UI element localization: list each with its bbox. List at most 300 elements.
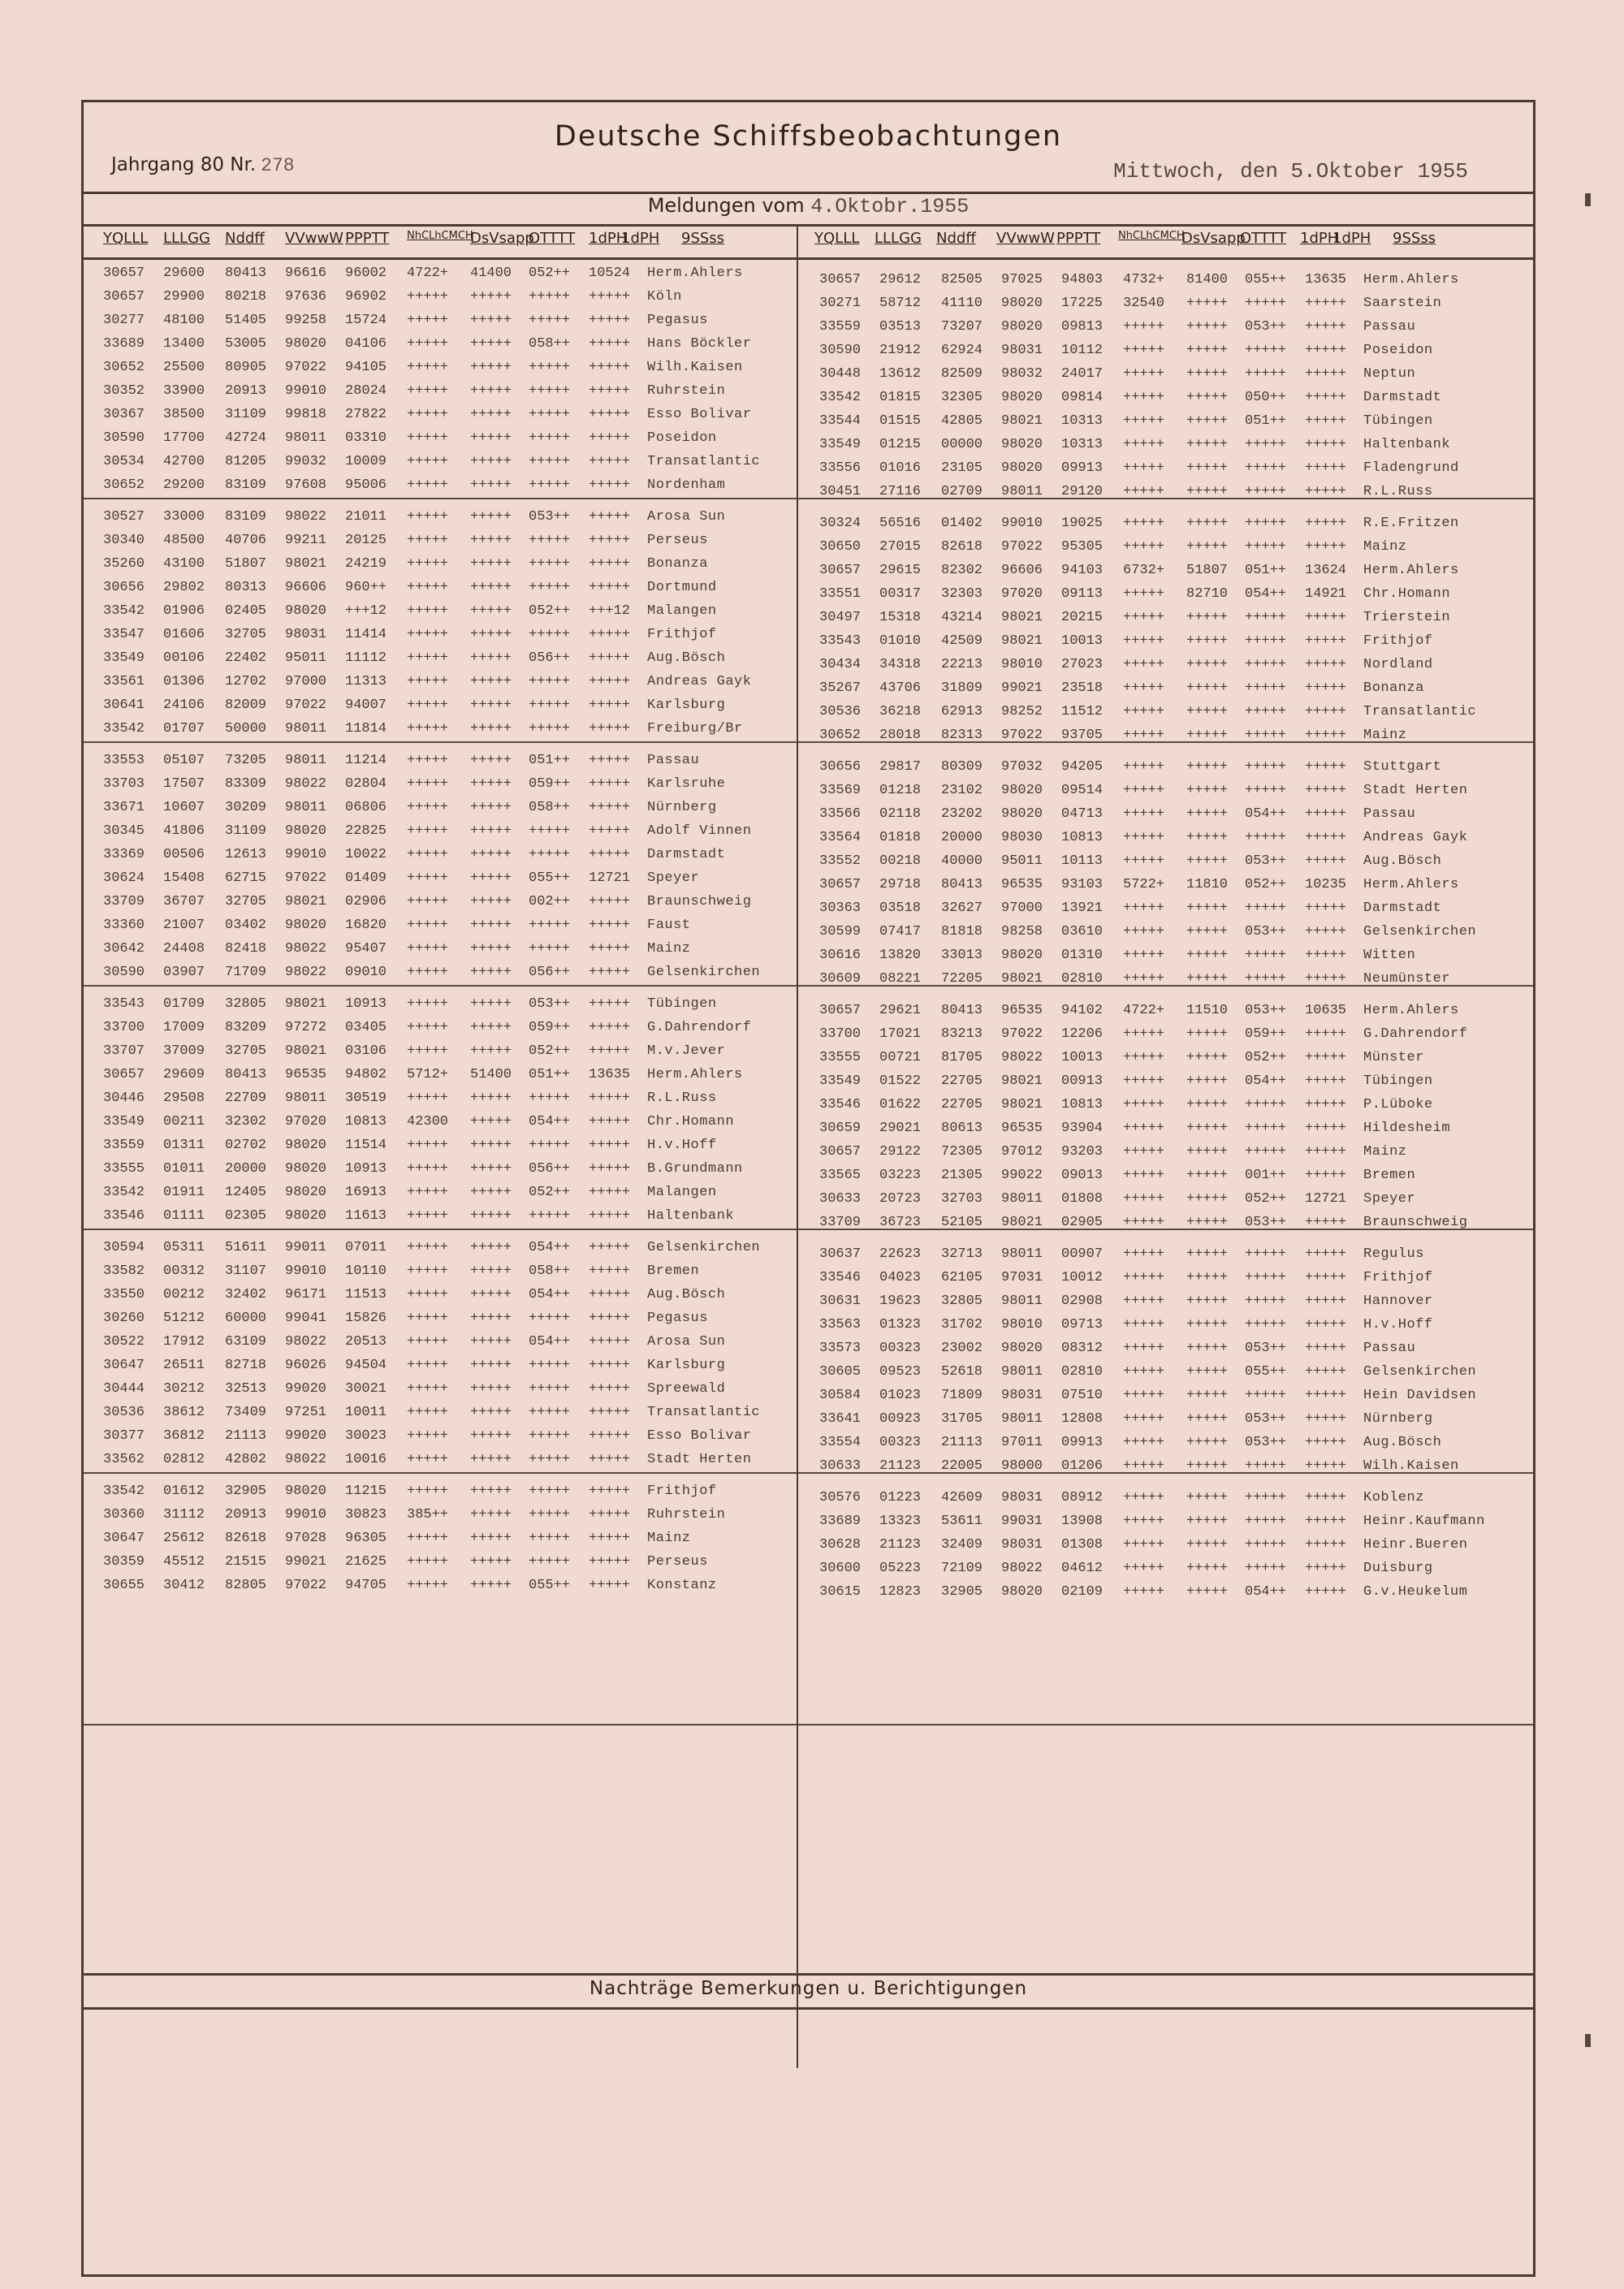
observation-group: +++++	[1186, 1050, 1229, 1065]
ship-name: Arosa Sun	[647, 1334, 726, 1350]
observation-group: 33564	[819, 830, 862, 845]
observation-group: 01310	[1061, 948, 1104, 963]
observation-group: +++++	[407, 556, 449, 572]
ship-name: Koblenz	[1363, 1490, 1424, 1505]
observation-group: 19025	[1061, 516, 1104, 531]
table-row	[800, 1337, 1514, 1360]
observation-group: 96535	[1001, 1121, 1043, 1136]
observation-group: +++++	[470, 1428, 512, 1444]
observation-group: 33689	[819, 1514, 862, 1529]
ship-name: Nürnberg	[1363, 1411, 1433, 1427]
observation-group: 30536	[103, 1405, 145, 1420]
observation-group: 33000	[163, 509, 205, 525]
observation-group: +++++	[589, 407, 631, 422]
observation-group: 99258	[285, 313, 327, 328]
observation-group: 29120	[1061, 484, 1104, 499]
table-row	[84, 1237, 798, 1259]
observation-group: +++++	[1245, 704, 1287, 719]
observation-group: +++++	[1186, 1490, 1229, 1505]
observation-group: 08912	[1061, 1490, 1104, 1505]
observation-group: +++++	[470, 336, 512, 352]
observation-group: +++++	[1123, 1317, 1165, 1332]
observation-group: +++++	[1123, 924, 1165, 939]
observation-group: 09523	[879, 1364, 922, 1380]
observation-group: 09814	[1061, 390, 1104, 405]
observation-group: 24408	[163, 941, 205, 957]
ship-name: Herm.Ahlers	[1363, 563, 1459, 578]
observation-group: 053++	[1245, 1341, 1287, 1356]
observation-group: 98020	[1001, 1584, 1043, 1600]
column-header: DsVsapp	[470, 230, 534, 247]
table-row	[84, 356, 798, 379]
issue-label	[111, 154, 295, 176]
observation-group: +++++	[407, 1405, 449, 1420]
ship-name: Faust	[647, 918, 691, 933]
observation-group: 71709	[225, 965, 267, 980]
ship-name: Pegasus	[647, 1311, 708, 1326]
observation-group: +++++	[1305, 1168, 1347, 1183]
observation-group: 30609	[819, 971, 862, 987]
observation-group: 30650	[819, 539, 862, 555]
table-row	[800, 583, 1514, 606]
observation-group: +++++	[1305, 1561, 1347, 1576]
table-row	[800, 292, 1514, 315]
observation-group: 00211	[163, 1114, 205, 1129]
observation-group: 96535	[1001, 1003, 1043, 1018]
observation-group: 02812	[163, 1452, 205, 1467]
observation-group: 98020	[1001, 1341, 1043, 1356]
reports-date: 4.Oktobr.1955	[810, 195, 970, 218]
observation-group: +++++	[407, 941, 449, 957]
observation-group: 41400	[470, 266, 512, 281]
observation-group: +++++	[1186, 1144, 1229, 1160]
observation-group: +++++	[1245, 948, 1287, 963]
observation-group: 21113	[225, 1428, 267, 1444]
observation-group: 80905	[225, 360, 267, 375]
observation-group: 82718	[225, 1358, 267, 1373]
observation-group: +++++	[1186, 539, 1229, 555]
observation-group: +++++	[1186, 1026, 1229, 1042]
observation-group: 72109	[941, 1561, 983, 1576]
observation-group: +++++	[407, 1358, 449, 1373]
observation-group: 80413	[225, 266, 267, 281]
observation-group: 10635	[1305, 1003, 1347, 1018]
table-row	[800, 1455, 1514, 1478]
table-row	[84, 1040, 798, 1063]
table-row	[800, 1290, 1514, 1313]
observation-group: +++++	[589, 918, 631, 933]
table-row	[800, 874, 1514, 896]
observation-group: 23002	[941, 1341, 983, 1356]
observation-group: 30519	[345, 1091, 387, 1106]
observation-group: 28018	[879, 728, 922, 743]
observation-group: +++++	[529, 627, 571, 642]
observation-group: 01709	[163, 996, 205, 1012]
observation-group: +++++	[470, 1405, 512, 1420]
observation-group: +++++	[589, 627, 631, 642]
observation-group: 97025	[1001, 272, 1043, 287]
observation-group: +++++	[529, 1484, 571, 1499]
observation-group: 24219	[345, 556, 387, 572]
observation-group: 00913	[1061, 1073, 1104, 1089]
observation-group: 29802	[163, 580, 205, 595]
observation-group: +++++	[1186, 296, 1229, 311]
observation-group: +++++	[1123, 1144, 1165, 1160]
observation-group: 5712+	[407, 1067, 449, 1082]
observation-group: 22705	[941, 1097, 983, 1112]
table-row	[84, 1354, 798, 1377]
observation-group: 21123	[879, 1458, 922, 1474]
observation-group: 01308	[1061, 1537, 1104, 1553]
observation-group: 17009	[163, 1020, 205, 1035]
observation-group: 33542	[103, 1185, 145, 1200]
observation-group: 22623	[879, 1246, 922, 1262]
table-row	[800, 803, 1514, 826]
observation-group: +++++	[1305, 900, 1347, 916]
observation-group: +++++	[1186, 1097, 1229, 1112]
observation-group: 95011	[1001, 853, 1043, 869]
reports-label: Meldungen vom	[647, 194, 805, 217]
observation-group: 01815	[879, 390, 922, 405]
observation-group: 21113	[941, 1435, 983, 1450]
table-row	[84, 529, 798, 552]
observation-group: 80218	[225, 289, 267, 304]
observation-group: 31109	[225, 407, 267, 422]
ship-name: Konstanz	[647, 1578, 717, 1593]
observation-group: 29612	[879, 272, 922, 287]
observation-group: +++++	[1305, 413, 1347, 429]
observation-group: 22825	[345, 823, 387, 839]
observation-group: +++++	[470, 996, 512, 1012]
observation-group: 98022	[1001, 1050, 1043, 1065]
table-row	[800, 724, 1514, 747]
observation-group: +++++	[407, 454, 449, 469]
observation-group: 056++	[529, 1161, 571, 1177]
observation-group: 052++	[529, 266, 571, 281]
observation-group: 30434	[819, 657, 862, 672]
observation-group: +++++	[529, 847, 571, 862]
observation-group: 6732+	[1123, 563, 1165, 578]
observation-group: 30657	[819, 877, 862, 892]
observation-group: +++++	[1305, 1435, 1347, 1450]
observation-group: 4732+	[1123, 272, 1165, 287]
observation-group: +++++	[1305, 1073, 1347, 1089]
observation-group: 11810	[1186, 877, 1229, 892]
observation-group: 99010	[285, 847, 327, 862]
observation-group: +++++	[529, 360, 571, 375]
observation-group: +++++	[1186, 1246, 1229, 1262]
observation-group: +++++	[407, 1578, 449, 1593]
observation-group: 98011	[1001, 1411, 1043, 1427]
observation-group: 35260	[103, 556, 145, 572]
observation-group: 09113	[1061, 586, 1104, 602]
observation-group: +++++	[1123, 633, 1165, 649]
observation-group: 29122	[879, 1144, 922, 1160]
observation-group: 42509	[941, 633, 983, 649]
observation-group: +++++	[1305, 1050, 1347, 1065]
observation-group: +++++	[1305, 1026, 1347, 1042]
remarks-heading: Nachträge Bemerkungen u. Berichtigungen	[589, 1978, 1028, 1999]
observation-group: 30527	[103, 509, 145, 525]
table-row	[800, 457, 1514, 480]
observation-group: 30359	[103, 1554, 145, 1570]
ship-name: Malangen	[647, 603, 717, 619]
observation-group: +++++	[1245, 1246, 1287, 1262]
observation-group: 98020	[1001, 783, 1043, 798]
observation-group: +++++	[470, 1531, 512, 1546]
table-row	[84, 262, 798, 285]
observation-group: +++++	[470, 289, 512, 304]
observation-group: 053++	[1245, 1411, 1287, 1427]
observation-group: +++++	[1123, 1514, 1165, 1529]
observation-group: +++++	[1305, 1584, 1347, 1600]
observation-group: +++++	[589, 1043, 631, 1059]
table-row	[84, 1527, 798, 1550]
observation-group: 98021	[1001, 1097, 1043, 1112]
ship-name: Nürnberg	[647, 800, 717, 815]
observation-group: 09813	[1061, 319, 1104, 335]
observation-group: 60000	[225, 1311, 267, 1326]
observation-group: 98011	[285, 1091, 327, 1106]
observation-group: +++++	[1123, 1561, 1165, 1576]
observation-group: +++++	[589, 1020, 631, 1035]
observation-group: +++++	[1186, 1537, 1229, 1553]
observation-group: 12808	[1061, 1411, 1104, 1427]
ship-name: Hannover	[1363, 1294, 1433, 1309]
observation-group: +++++	[407, 847, 449, 862]
observation-group: 04612	[1061, 1561, 1104, 1576]
observation-group: +++++	[589, 360, 631, 375]
observation-group: +++++	[589, 556, 631, 572]
observation-group: 30377	[103, 1428, 145, 1444]
observation-group: 98020	[285, 336, 327, 352]
observation-group: +++++	[1123, 319, 1165, 335]
observation-group: 02702	[225, 1138, 267, 1153]
observation-group: +++++	[407, 800, 449, 815]
table-row	[800, 481, 1514, 503]
observation-group: 02810	[1061, 1364, 1104, 1380]
observation-group: 04106	[345, 336, 387, 352]
column-header: 1dPH	[1332, 230, 1371, 247]
observation-group: 99010	[285, 383, 327, 399]
observation-group: +++++	[470, 1554, 512, 1570]
observation-group: +++++	[1305, 1537, 1347, 1553]
observation-group: 32302	[225, 1114, 267, 1129]
observation-group: +++++	[1186, 704, 1229, 719]
observation-group: 00506	[163, 847, 205, 862]
observation-group: 98011	[285, 430, 327, 446]
observation-group: 11215	[345, 1484, 387, 1499]
observation-group: 42700	[163, 454, 205, 469]
ship-name: Gelsenkirchen	[1363, 1364, 1477, 1380]
block-separator	[84, 1724, 1533, 1725]
observation-group: +++++	[407, 776, 449, 792]
observation-group: +++++	[470, 870, 512, 886]
observation-group: 98020	[285, 823, 327, 839]
observation-group: +++++	[589, 1208, 631, 1224]
observation-group: 29508	[163, 1091, 205, 1106]
observation-group: 052++	[1245, 1191, 1287, 1207]
observation-group: 385++	[407, 1507, 449, 1522]
observation-group: +++++	[470, 1240, 512, 1255]
ship-name: G.Dahrendorf	[647, 1020, 752, 1035]
observation-group: 98020	[285, 1484, 327, 1499]
observation-group: +++++	[407, 823, 449, 839]
observation-group: +++++	[1123, 1026, 1165, 1042]
observation-group: 30657	[819, 1144, 862, 1160]
ship-name: Herm.Ahlers	[647, 266, 743, 281]
ship-name: H.v.Hoff	[1363, 1317, 1433, 1332]
observation-group: +++++	[1123, 900, 1165, 916]
observation-group: +++++	[1245, 1270, 1287, 1285]
observation-group: 09010	[345, 965, 387, 980]
observation-group: 30590	[103, 430, 145, 446]
observation-group: 32303	[941, 586, 983, 602]
ship-name: Andreas Gayk	[647, 674, 752, 689]
ship-name: Duisburg	[1363, 1561, 1433, 1576]
observation-group: +++++	[470, 894, 512, 909]
observation-group: +++++	[589, 650, 631, 666]
ship-name: Speyer	[1363, 1191, 1416, 1207]
ship-name: Braunschweig	[647, 894, 752, 909]
observation-group: 053++	[529, 509, 571, 525]
observation-group: 41806	[163, 823, 205, 839]
observation-group: +++++	[529, 1091, 571, 1106]
observation-group: 01011	[163, 1161, 205, 1177]
column-header: DsVsapp	[1181, 230, 1246, 247]
ship-name: Perseus	[647, 533, 708, 548]
observation-group: 30412	[163, 1578, 205, 1593]
observation-group: +++++	[1305, 539, 1347, 555]
observation-group: 058++	[529, 336, 571, 352]
observation-group: +++++	[1186, 1584, 1229, 1600]
observation-group: +++++	[1123, 1097, 1165, 1112]
observation-group: +++++	[589, 580, 631, 595]
observation-group: +++++	[529, 1381, 571, 1397]
table-row	[800, 630, 1514, 653]
table-row	[84, 914, 798, 937]
ship-name: Pegasus	[647, 313, 708, 328]
table-row	[800, 512, 1514, 535]
observation-group: 10013	[1061, 1050, 1104, 1065]
table-row	[800, 1581, 1514, 1604]
observation-group: 30631	[819, 1294, 862, 1309]
observation-group: +++++	[1305, 759, 1347, 775]
observation-group: 42300	[407, 1114, 449, 1129]
observation-group: 93103	[1061, 877, 1104, 892]
observation-group: 98010	[1001, 657, 1043, 672]
observation-group: +++++	[529, 383, 571, 399]
observation-group: 31705	[941, 1411, 983, 1427]
observation-group: 00323	[879, 1435, 922, 1450]
table-row	[84, 891, 798, 913]
issue-number: 278	[261, 155, 295, 176]
observation-group: 98022	[285, 1452, 327, 1467]
ship-name: Transatlantic	[647, 1405, 761, 1420]
ship-name: Frithjof	[1363, 1270, 1433, 1285]
observation-group: +++++	[589, 753, 631, 768]
observation-group: 15724	[345, 313, 387, 328]
observation-group: 33555	[103, 1161, 145, 1177]
observation-group: 51807	[1186, 563, 1229, 578]
observation-group: +++++	[1123, 366, 1165, 382]
column-header: 9SSss	[681, 230, 725, 247]
ship-name: Aug.Bösch	[1363, 1435, 1442, 1450]
observation-group: 12721	[589, 870, 631, 886]
observation-group: +++++	[529, 823, 571, 839]
observation-group: +++++	[1123, 806, 1165, 822]
observation-group: 03518	[879, 900, 922, 916]
observation-group: +++++	[589, 1263, 631, 1279]
observation-group: 26511	[163, 1358, 205, 1373]
observation-group: +++++	[1305, 1270, 1347, 1285]
table-row	[84, 380, 798, 403]
ship-name: Arosa Sun	[647, 509, 726, 525]
observation-group: 98011	[1001, 484, 1043, 499]
observation-group: 48500	[163, 533, 205, 548]
observation-group: 98011	[285, 753, 327, 768]
observation-group: 03513	[879, 319, 922, 335]
observation-group: 98258	[1001, 924, 1043, 939]
observation-group: 98022	[1001, 1561, 1043, 1576]
column-header: Nddff	[225, 230, 265, 247]
observation-group: 11514	[345, 1138, 387, 1153]
table-row	[800, 1117, 1514, 1140]
ship-name: Stadt Herten	[1363, 783, 1468, 798]
observation-group: 02305	[225, 1208, 267, 1224]
table-row	[84, 1401, 798, 1424]
observation-group: 33563	[819, 1317, 862, 1332]
observation-group: +++++	[589, 313, 631, 328]
observation-group: 052++	[1245, 877, 1287, 892]
observation-group: +++++	[589, 965, 631, 980]
observation-group: +++++	[470, 674, 512, 689]
observation-group: +++++	[1245, 437, 1287, 452]
table-row	[84, 286, 798, 309]
observation-group: 04023	[879, 1270, 922, 1285]
observation-group: +++++	[1305, 1294, 1347, 1309]
observation-group: 98011	[1001, 1246, 1043, 1262]
observation-group: 05107	[163, 753, 205, 768]
observation-group: 12206	[1061, 1026, 1104, 1042]
observation-group: 82009	[225, 697, 267, 713]
observation-group: +++++	[407, 336, 449, 352]
observation-group: +++++	[1123, 1191, 1165, 1207]
observation-group: +++++	[589, 721, 631, 736]
observation-group: 10022	[345, 847, 387, 862]
observation-group: 96535	[1001, 877, 1043, 892]
observation-group: 97032	[1001, 759, 1043, 775]
observation-group: 28024	[345, 383, 387, 399]
observation-group: 01016	[879, 460, 922, 476]
observation-group: +++++	[1245, 759, 1287, 775]
ship-name: Bremen	[647, 1263, 700, 1279]
observation-group: 10813	[1061, 830, 1104, 845]
observation-group: 05223	[879, 1561, 922, 1576]
observation-group: 32305	[941, 390, 983, 405]
observation-group: 98021	[1001, 633, 1043, 649]
observation-group: 33554	[819, 1435, 862, 1450]
table-row	[800, 1188, 1514, 1211]
observation-group: +++++	[1186, 1215, 1229, 1230]
observation-group: 33556	[819, 460, 862, 476]
observation-group: +++++	[529, 1507, 571, 1522]
observation-group: 99010	[1001, 516, 1043, 531]
observation-group: 15408	[163, 870, 205, 886]
observation-group: +++++	[529, 1554, 571, 1570]
observation-group: +++++	[407, 650, 449, 666]
observation-group: 98011	[285, 800, 327, 815]
